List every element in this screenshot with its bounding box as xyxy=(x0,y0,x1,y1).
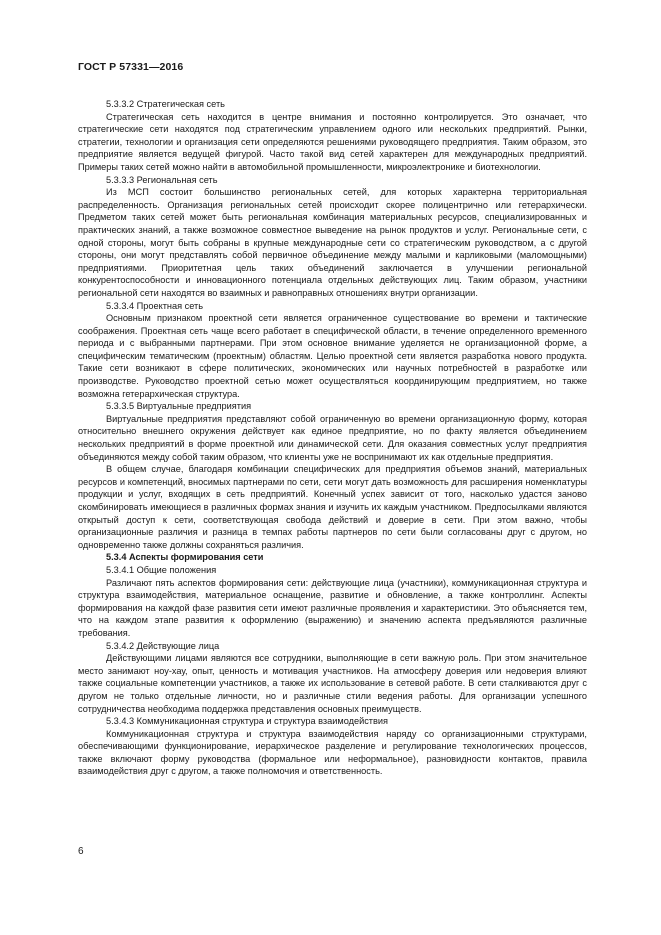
paragraph: Виртуальные предприятия представляют собой ограниченную во времени организационную форму, которая относительно внешнего окружения действует как единое предприятие, но по факту является объединением нескольких предприятий в форме проектной или динамической сети. Для оказания совместных услуг предприятия объединяются между собой таким образом, что клиенты уже не воспринимают их как отдельные предприятия. xyxy=(78,413,587,462)
paragraph: Различают пять аспектов формирования сети: действующие лица (участники), коммуникационная структура и структура взаимодействия, материальное оснащение, развитие и обновление, а также контроллинг. Аспекты формирования на каждой фазе развития сети имеют различные проявления и характеристики. Это объясняется тем, что на каждом этапе развития к оформлению (выражению) и значению аспекта предъявляются различные требования. xyxy=(78,577,587,638)
standard-header: ГОСТ Р 57331—2016 xyxy=(78,61,184,73)
section-heading: 5.3.4.1 Общие положения xyxy=(106,564,217,575)
paragraph: В общем случае, благодаря комбинации специфических для предприятия объемов знаний, материальных ресурсов и компетенций, вносимых партнерами по сети, сети могут дать возможность для расширения номенклатуры продукции и услуг, входящих в сеть предприятий. Конечный успех зависит от того, насколько удастся заново скомбинировать имеющиеся в различных формах знания и изучить их каждым участником. Предпосылками являются открытый доступ к сети, соответствующая свобода действий и доверие в сети. При этом важно, чтобы организационные различия и разница в темпах работы партнеров по сети были согласованы друг с другом, но одновременно также должны сохраняться различия. xyxy=(78,464,587,550)
section-heading: 5.3.3.4 Проектная сеть xyxy=(106,300,204,311)
paragraph: Коммуникационная структура и структура взаимодействия наряду со организационными структурами, обеспечивающими функционирование, иерархическое разделение и регулирование технологических процессов, также включают форму руководства (формальное или неформальное), разновидности контактов, правила взаимодействия друг с другом, а также полномочия и ответственность. xyxy=(78,728,587,777)
page-number: 6 xyxy=(78,846,84,857)
section-heading: 5.3.3.5 Виртуальные предприятия xyxy=(106,401,252,412)
paragraph: Действующими лицами являются все сотрудники, выполняющие в сети важную роль. При этом значительное место занимают ноу-хау, опыт, ценность и мотивация участников. На атмосферу доверия или недоверия влияют также социальные компетенции участников, а также их использование в сетевой работе. В сети сталкиваются друг с другом не только отдельные личности, но и различные стили ведения работы. Для организации успешного сотрудничества необходима поддержка представления основных преимуществ. xyxy=(78,653,587,714)
paragraph: Из МСП состоит большинство региональных сетей, для которых характерна территориальная распределенность. Организация региональных сетей происходит скорее полицентрично или гетерархически. Предметом таких сетей может быть региональная комбинация материальных ресурсов, специализированных и практических знаний, а также возможное совместное выведение на рынок продуктов и услуг. Региональные сети, с одной стороны, могут быть собраны в крупные международные сети со стратегическим руководством, а с другой стороны, они могут представлять собой первичное объединение между малыми и карликовыми (маломощными) предприятиями. Приоритетная цель таких объединений заключается в улучшении региональной конкурентоспособности и инновационного потенциала отдельных действующих лиц. Таким образом, участники региональной сети находятся во взаимных и равноправных отношениях внутри организации. xyxy=(78,187,587,298)
section-heading: 5.3.3.3 Региональная сеть xyxy=(106,174,218,185)
section-heading: 5.3.4.2 Действующие лица xyxy=(106,640,220,651)
document-body xyxy=(78,98,587,778)
section-heading: 5.3.4.3 Коммуникационная структура и структура взаимодействия xyxy=(106,716,388,727)
section-heading: 5.3.3.2 Стратегическая сеть xyxy=(106,99,225,109)
paragraph: Стратегическая сеть находится в центре внимания и постоянно контролируется. Это означает, что стратегические сети находятся под стратегическим управлением одного или нескольких предприятий. Рынки, стратегии, технологии и организация сети определяются решениями руководящего предприятия. Таким образом, это предприятие является ведущей фигурой. Часто такой вид сетей характерен для международных предприятий. Примеры таких сетей можно найти в автомобильной промышленности, микроэлектронике и биотехнологии. xyxy=(78,111,587,172)
section-heading-bold: 5.3.4 Аспекты формирования сети xyxy=(106,552,264,563)
paragraph: Основным признаком проектной сети является ограниченное существование во времени и тактические соображения. Проектная сеть чаще всего работает в специфической области, в течение определенного временного периода и с выбранными партнерами. При этом основное внимание уделяется не организационной форме, а специфическим тематическим (проектным) областям. Целью проектной сети является разработка нового продукта. Такие сети возникают в сфере политических, экономических или научных потребностей в разработке или производстве. Руководство проектной сетью может осуществляться координирующим предприятием, но также возможна гетерархическая структура. xyxy=(78,313,587,399)
